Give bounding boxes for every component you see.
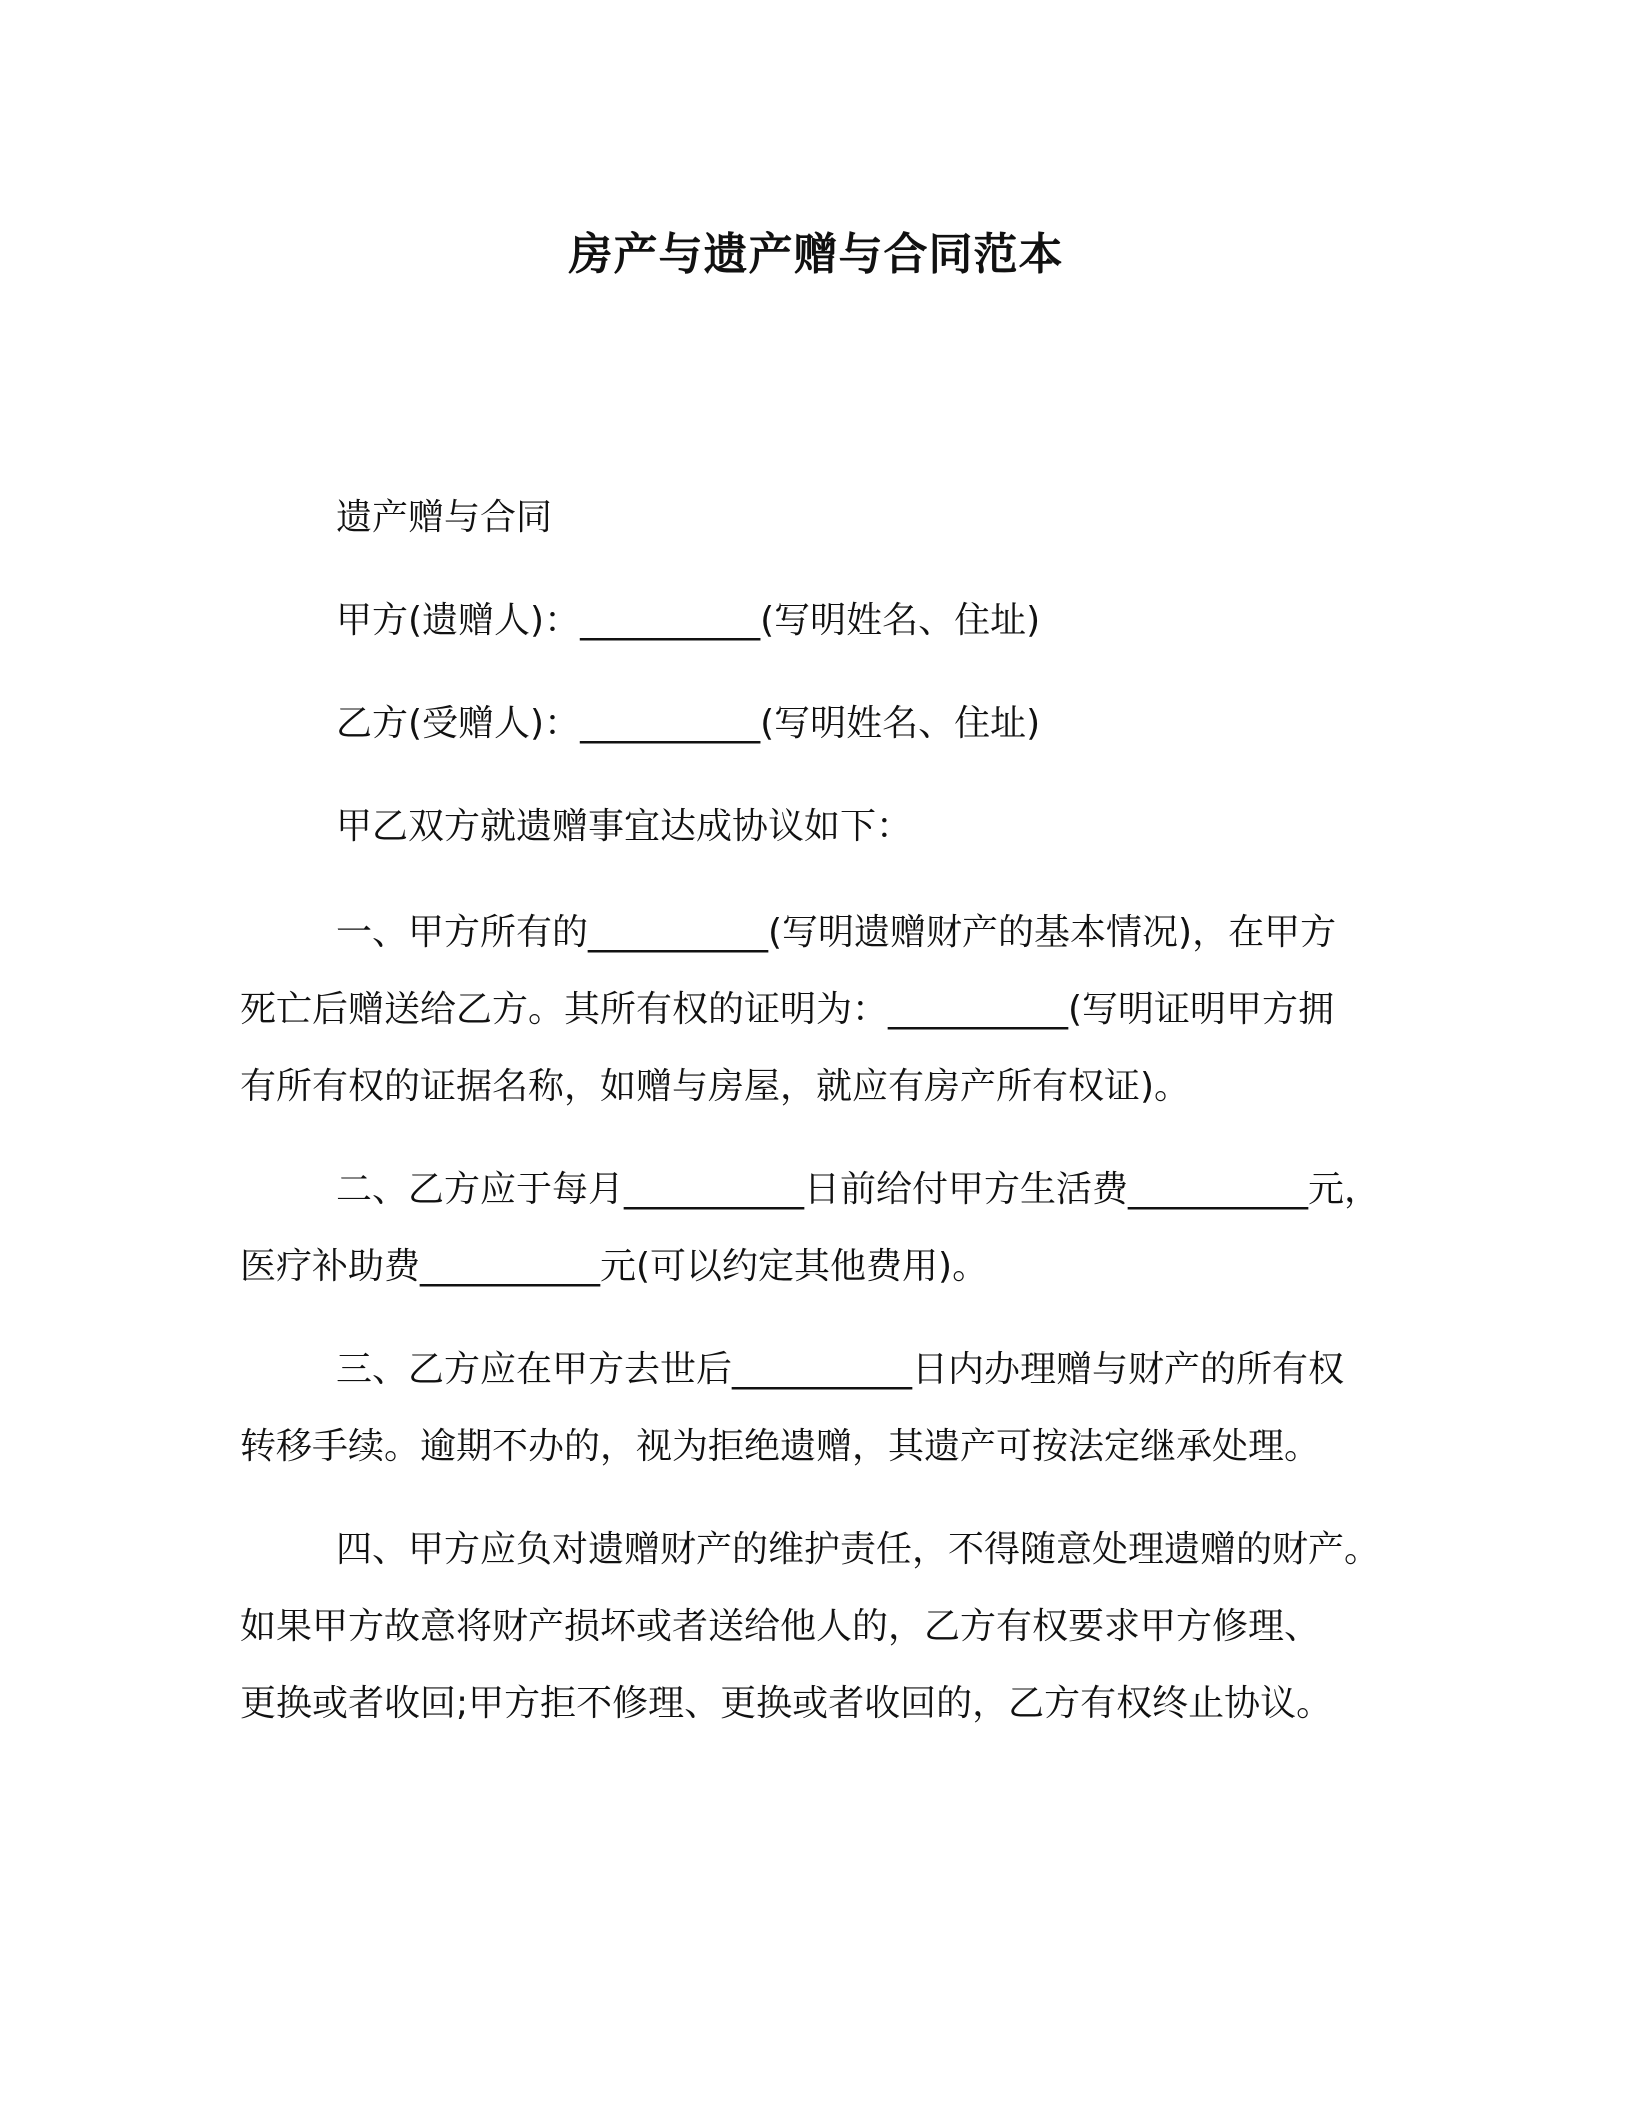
- clause-4-line-1: 四、甲方应负对遗赠财产的维护责任，不得随意处理遗赠的财产。: [336, 1529, 1381, 1570]
- clause-1-line-3: 有所有权的证据名称，如赠与房屋，就应有房产所有权证)。: [240, 1066, 1191, 1107]
- clause-4-line-3: 更换或者收回;甲方拒不修理、更换或者收回的，乙方有权终止协议。: [240, 1683, 1333, 1724]
- party-b-line: 乙方(受赠人)：__________(写明姓名、住址): [336, 703, 1041, 744]
- intro-line: 甲乙双方就遗赠事宜达成协议如下：: [336, 806, 913, 847]
- clause-1-line-1: 一、甲方所有的__________(写明遗赠财产的基本情况)，在甲方: [336, 912, 1337, 953]
- document-title: 房产与遗产赠与合同范本: [568, 229, 1064, 280]
- clause-4-line-2: 如果甲方故意将财产损坏或者送给他人的，乙方有权要求甲方修理、: [240, 1606, 1321, 1647]
- clause-2-line-2: 医疗补助费__________元(可以约定其他费用)。: [240, 1246, 989, 1287]
- clause-3-line-2: 转移手续。逾期不办的，视为拒绝遗赠，其遗产可按法定继承处理。: [240, 1426, 1321, 1467]
- clause-3-line-1: 三、乙方应在甲方去世后__________日内办理赠与财产的所有权: [336, 1349, 1345, 1390]
- party-a-line: 甲方(遗赠人)：__________(写明姓名、住址): [336, 600, 1041, 641]
- clause-1-line-2: 死亡后赠送给乙方。其所有权的证明为：__________(写明证明甲方拥: [240, 989, 1335, 1030]
- contract-subtitle: 遗产赠与合同: [336, 497, 553, 538]
- clause-2-line-1: 二、乙方应于每月__________日前给付甲方生活费__________元，: [336, 1169, 1381, 1210]
